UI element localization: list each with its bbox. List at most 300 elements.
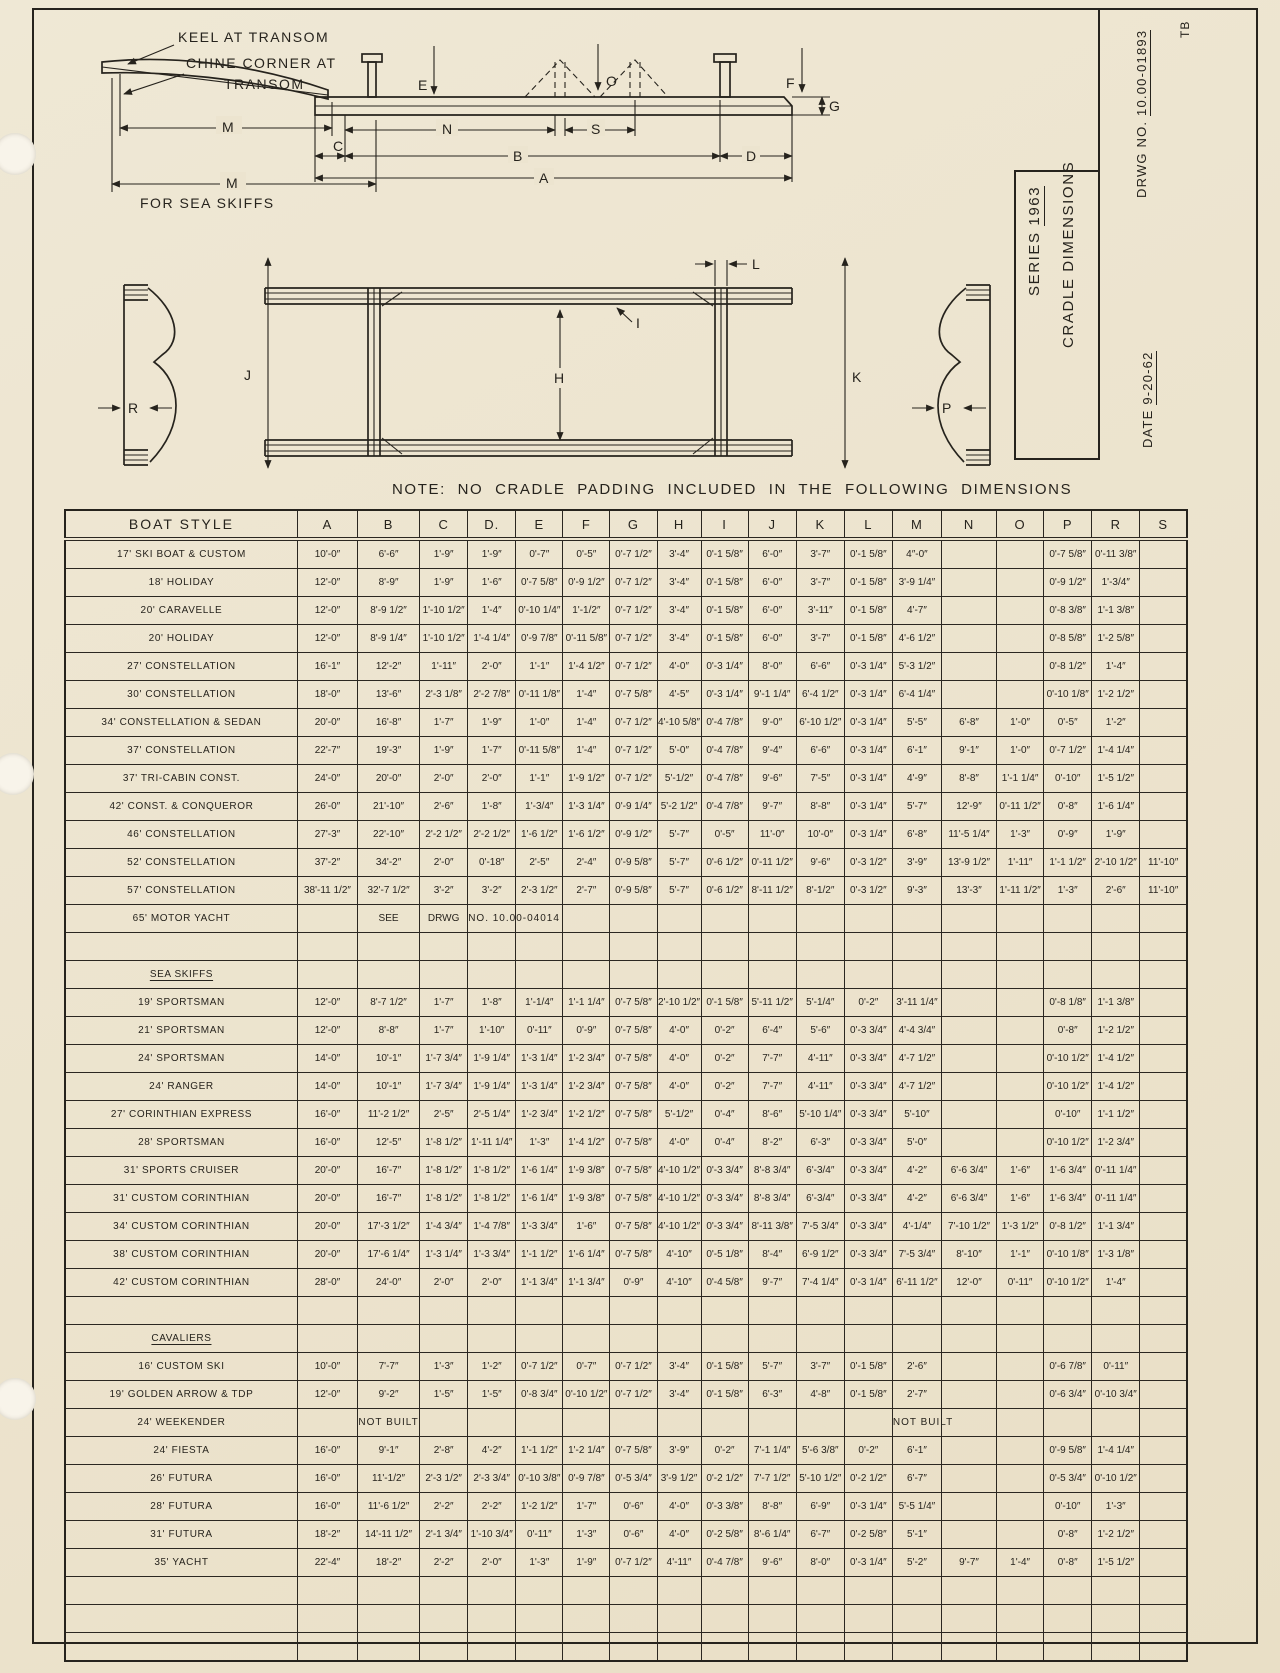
dim-cell <box>1140 1129 1187 1157</box>
dim-cell <box>468 1409 516 1437</box>
dim-cell: 0'-7 1/2″ <box>610 1381 657 1409</box>
dim-cell: 32'-7 1/2″ <box>358 877 420 905</box>
dim-label-f: F <box>786 75 796 91</box>
table-row <box>65 849 1187 877</box>
dim-cell: 5'-7″ <box>657 821 701 849</box>
dim-cell: 2'-10 1/2″ <box>657 989 701 1017</box>
dim-cell <box>468 961 516 989</box>
dim-cell: 0'-5″ <box>563 539 610 569</box>
dim-cell <box>1140 1269 1187 1297</box>
dim-cell: 1'-7″ <box>420 709 468 737</box>
table-row <box>65 1521 1187 1549</box>
dim-cell: 4'-1/4″ <box>892 1213 941 1241</box>
dim-cell <box>468 1297 516 1325</box>
dim-cell: 37'-2″ <box>297 849 357 877</box>
dim-cell: 1'-10 3/4″ <box>468 1521 516 1549</box>
dim-cell <box>516 1409 563 1437</box>
dim-cell: 2'-6″ <box>892 1353 941 1381</box>
dim-cell <box>1140 1465 1187 1493</box>
dim-cell: 1'-6 3/4″ <box>1044 1185 1092 1213</box>
dim-cell: 2'-6″ <box>1092 877 1140 905</box>
dim-cell: 2'-5″ <box>516 849 563 877</box>
dim-cell <box>844 933 892 961</box>
dim-cell: 2'-1 3/4″ <box>420 1521 468 1549</box>
dim-cell <box>997 1073 1044 1101</box>
dim-cell: 1'-3″ <box>1092 1493 1140 1521</box>
dim-cell: 4'-10 1/2″ <box>657 1213 701 1241</box>
dim-cell: 0'-5″ <box>701 821 748 849</box>
dim-cell <box>468 1577 516 1605</box>
dim-cell: 0'-3 3/4″ <box>844 1185 892 1213</box>
series-text: SERIES <box>1026 231 1043 296</box>
dim-cell: 0'-6 1/2″ <box>701 849 748 877</box>
dim-cell: 1'-1 1/2″ <box>516 1241 563 1269</box>
dim-cell: 5'-5 1/4″ <box>892 1493 941 1521</box>
dim-cell <box>997 933 1044 961</box>
dim-cell: 2'-0″ <box>420 849 468 877</box>
drawing-title <box>1060 161 1077 348</box>
dim-cell: 0'-11″ <box>1092 1353 1140 1381</box>
dim-cell: 3'-9″ <box>892 849 941 877</box>
dim-cell: 6'-3″ <box>796 1129 844 1157</box>
column-header: P <box>1044 510 1092 539</box>
dim-cell: 0'-4 7/8″ <box>701 765 748 793</box>
dim-cell: 12'-0″ <box>941 1269 996 1297</box>
no-padding-note: NOTE: NO CRADLE PADDING INCLUDED IN THE FOLLOWING DIMENSIONS <box>392 481 1073 498</box>
column-header: B <box>358 510 420 539</box>
dim-cell: 4'-6 1/2″ <box>892 625 941 653</box>
dim-cell <box>1140 1549 1187 1577</box>
dim-cell <box>1140 1157 1187 1185</box>
dim-cell <box>563 905 610 933</box>
dim-cell: 20'-0″ <box>297 1185 357 1213</box>
dim-cell: 3'-11 1/4″ <box>892 989 941 1017</box>
dim-cell: 0'-6 1/2″ <box>701 877 748 905</box>
dim-cell <box>297 1577 357 1605</box>
dim-cell: 5'-6″ <box>796 1017 844 1045</box>
dim-cell <box>844 961 892 989</box>
dim-cell: 8'-1/2″ <box>796 877 844 905</box>
dim-cell: 0'-1 5/8″ <box>701 1381 748 1409</box>
dim-cell: 1'-5 1/2″ <box>1092 765 1140 793</box>
dim-cell: 0'-7 5/8″ <box>610 1213 657 1241</box>
dim-cell: 1'-8 1/2″ <box>468 1157 516 1185</box>
dim-cell: 1'-6″ <box>997 1157 1044 1185</box>
dim-cell: 4'-10″ <box>657 1269 701 1297</box>
dim-cell: 5'-10 1/2″ <box>796 1465 844 1493</box>
dim-cell: 0'-7 5/8″ <box>610 1073 657 1101</box>
dim-cell: 4'-4 3/4″ <box>892 1017 941 1045</box>
boat-style-cell: 28' FUTURA <box>65 1493 297 1521</box>
right-end-view <box>912 285 990 465</box>
dim-cell: 5'-6 3/8″ <box>796 1437 844 1465</box>
dim-cell: 3'-7″ <box>796 569 844 597</box>
dim-cell <box>844 905 892 933</box>
dim-cell: 1'-2 1/2″ <box>1092 1521 1140 1549</box>
boat-style-cell: 52' CONSTELLATION <box>65 849 297 877</box>
dim-cell: 1'-6 1/2″ <box>516 821 563 849</box>
dim-cell: 8'-8 3/4″ <box>748 1185 796 1213</box>
dim-cell <box>516 1577 563 1605</box>
dim-cell <box>420 961 468 989</box>
dim-cell: 5'-1/2″ <box>657 765 701 793</box>
dim-cell: 0'-2″ <box>701 1437 748 1465</box>
table-row <box>65 1437 1187 1465</box>
dim-cell <box>358 1577 420 1605</box>
dim-cell <box>796 905 844 933</box>
dim-cell: 1'-10″ <box>468 1017 516 1045</box>
dim-cell: 5'-2″ <box>892 1549 941 1577</box>
boat-style-cell: SEA SKIFFS <box>65 961 297 989</box>
dim-cell <box>563 1577 610 1605</box>
dim-cell: 2'-7″ <box>563 877 610 905</box>
dim-cell <box>1140 1493 1187 1521</box>
dim-cell: 5'-1″ <box>892 1521 941 1549</box>
dim-cell: 1'-3″ <box>420 1353 468 1381</box>
dim-cell: 0'-9″ <box>563 1017 610 1045</box>
dim-cell <box>610 1633 657 1662</box>
dim-cell: 3'-9 1/2″ <box>657 1465 701 1493</box>
dim-cell: 1'-10 1/2″ <box>420 625 468 653</box>
dim-cell: NOT BUILT <box>358 1409 420 1437</box>
dim-cell: 0'-7 1/2″ <box>610 709 657 737</box>
dim-cell: 1'-5″ <box>468 1381 516 1409</box>
table-row <box>65 989 1187 1017</box>
dim-cell <box>941 625 996 653</box>
dim-cell: 6'-11 1/2″ <box>892 1269 941 1297</box>
dim-cell <box>796 933 844 961</box>
dim-cell: 14'-0″ <box>297 1073 357 1101</box>
dim-cell: 2'-6″ <box>420 793 468 821</box>
dim-cell <box>701 1325 748 1353</box>
dim-cell: 2'-2 7/8″ <box>468 681 516 709</box>
dim-cell: 1'-7″ <box>420 1017 468 1045</box>
table-row <box>65 905 1187 933</box>
dim-cell: 16'-0″ <box>297 1465 357 1493</box>
dim-cell: 0'-11 1/4″ <box>1092 1185 1140 1213</box>
dim-cell: 0'-4 7/8″ <box>701 793 748 821</box>
dim-cell: 9'-7″ <box>748 793 796 821</box>
boat-style-cell <box>65 933 297 961</box>
dim-cell: 0'-3 3/4″ <box>844 1045 892 1073</box>
dim-cell: 2'-0″ <box>420 765 468 793</box>
dim-cell: NOT BUILT <box>892 1409 941 1437</box>
table-row <box>65 1241 1187 1269</box>
dim-cell <box>297 1297 357 1325</box>
dim-cell: 0'-11″ <box>516 1521 563 1549</box>
dim-cell <box>610 933 657 961</box>
dim-cell <box>748 1577 796 1605</box>
dim-cell <box>1140 1521 1187 1549</box>
dim-cell: 0'-11 1/2″ <box>748 849 796 877</box>
dim-cell: 0'-11 1/8″ <box>516 681 563 709</box>
dim-cell: 0'-4 7/8″ <box>701 737 748 765</box>
dim-cell: 0'-9 5/8″ <box>1044 1437 1092 1465</box>
dim-cell: 11'-10″ <box>1140 877 1187 905</box>
dim-cell <box>997 681 1044 709</box>
dim-cell: 0'-11 1/4″ <box>1092 1157 1140 1185</box>
dim-cell <box>1140 933 1187 961</box>
dim-cell <box>796 1297 844 1325</box>
dim-cell: 1'-9 1/4″ <box>468 1073 516 1101</box>
dim-cell <box>701 1409 748 1437</box>
dim-cell: 0'-10 1/2″ <box>1092 1465 1140 1493</box>
for-sea-skiffs-label: FOR SEA SKIFFS <box>140 195 275 211</box>
dim-cell: 1'-4″ <box>1092 1269 1140 1297</box>
dim-label-d: D <box>746 148 758 164</box>
boat-style-cell: 31' SPORTS CRUISER <box>65 1157 297 1185</box>
dim-cell: 0'-7 5/8″ <box>610 681 657 709</box>
dim-cell: 16'-8″ <box>358 709 420 737</box>
dim-cell: 3'-9 1/4″ <box>892 569 941 597</box>
dim-cell: 6'-7″ <box>796 1521 844 1549</box>
dim-cell <box>420 1633 468 1662</box>
dim-cell <box>1140 625 1187 653</box>
dim-cell: 0'-7 5/8″ <box>610 1129 657 1157</box>
column-header: K <box>796 510 844 539</box>
dim-cell: 1'-4″ <box>563 737 610 765</box>
boat-style-cell: 21' SPORTSMAN <box>65 1017 297 1045</box>
dim-cell: 0'-9 7/8″ <box>563 1465 610 1493</box>
dim-cell <box>1140 1381 1187 1409</box>
dim-cell: 5'-7″ <box>748 1353 796 1381</box>
dim-cell <box>1140 1073 1187 1101</box>
dim-cell: 4'-2″ <box>892 1157 941 1185</box>
dim-cell: 4'-0″ <box>657 1017 701 1045</box>
dim-cell: 6'-8″ <box>941 709 996 737</box>
dim-cell: 9'-7″ <box>748 1269 796 1297</box>
dim-cell <box>844 1325 892 1353</box>
dim-cell: 22'-7″ <box>297 737 357 765</box>
dim-cell: 1'-6 1/4″ <box>516 1157 563 1185</box>
dim-cell <box>1140 905 1187 933</box>
column-header: H <box>657 510 701 539</box>
dim-cell: 12'-5″ <box>358 1129 420 1157</box>
dim-cell: 3'-7″ <box>796 625 844 653</box>
dim-cell <box>1044 1577 1092 1605</box>
dim-cell: 5'-0″ <box>657 737 701 765</box>
dim-cell <box>941 1325 996 1353</box>
dim-cell: 5'-3 1/2″ <box>892 653 941 681</box>
dim-cell: 1'-1/2″ <box>563 597 610 625</box>
dim-cell: 0'-7 1/2″ <box>610 737 657 765</box>
dim-cell: 5'-7″ <box>892 793 941 821</box>
dim-cell <box>1140 1577 1187 1605</box>
dim-cell: 1'-11 1/2″ <box>997 877 1044 905</box>
dim-cell: 0'-3 3/8″ <box>701 1493 748 1521</box>
dim-cell <box>941 1381 996 1409</box>
dim-cell: 9'-1″ <box>358 1437 420 1465</box>
dim-cell: 7'-5 3/4″ <box>892 1241 941 1269</box>
dim-cell: 0'-9 1/4″ <box>610 793 657 821</box>
dim-cell: 0'-8 1/8″ <box>1044 989 1092 1017</box>
date-label: DATE <box>1140 409 1155 448</box>
dim-cell <box>1044 933 1092 961</box>
dim-cell <box>1092 1577 1140 1605</box>
dim-cell <box>941 1465 996 1493</box>
dim-cell <box>610 961 657 989</box>
boat-style-cell: 24' SPORTSMAN <box>65 1045 297 1073</box>
dim-cell: 0'-3 1/2″ <box>844 849 892 877</box>
dim-cell <box>796 1633 844 1662</box>
dim-cell <box>701 905 748 933</box>
dim-cell: 0'-6″ <box>610 1521 657 1549</box>
dim-cell <box>748 961 796 989</box>
dim-cell: 6'-1″ <box>892 737 941 765</box>
dim-cell <box>610 1577 657 1605</box>
dim-cell: 4″-0″ <box>892 539 941 569</box>
dim-cell: 8'-2″ <box>748 1129 796 1157</box>
dim-cell: 2'-2″ <box>420 1493 468 1521</box>
dim-cell: 5'-10″ <box>892 1101 941 1129</box>
blank-row <box>65 1605 1187 1633</box>
dim-cell <box>701 961 748 989</box>
boat-style-cell <box>65 1577 297 1605</box>
dim-cell: 0'-5 3/4″ <box>1044 1465 1092 1493</box>
dim-cell: 0'-3 1/4″ <box>844 709 892 737</box>
dim-cell: 34'-2″ <box>358 849 420 877</box>
dim-cell: 2'-0″ <box>420 1269 468 1297</box>
table-row <box>65 625 1187 653</box>
date-field <box>1140 351 1155 448</box>
table-row <box>65 1045 1187 1073</box>
dim-cell: 12'-0″ <box>297 1381 357 1409</box>
dim-cell <box>1092 961 1140 989</box>
boat-style-cell: 17' SKI BOAT & CUSTOM <box>65 539 297 569</box>
dim-cell <box>358 961 420 989</box>
dim-cell: 0'-10 3/4″ <box>1092 1381 1140 1409</box>
dim-cell: 4'-0″ <box>657 1521 701 1549</box>
keel-callout-label: KEEL AT TRANSOM <box>178 29 330 45</box>
dim-cell: 0'-4 7/8″ <box>701 1549 748 1577</box>
dim-cell: 6'-3″ <box>748 1381 796 1409</box>
dim-cell: 8'-8″ <box>941 765 996 793</box>
dim-cell <box>1140 569 1187 597</box>
dim-cell: 0'-1 5/8″ <box>844 569 892 597</box>
dim-cell: 1'-1 1/2″ <box>1092 1101 1140 1129</box>
dim-cell: 0'-10 1/4″ <box>516 597 563 625</box>
dim-cell: 1'-10 1/2″ <box>420 597 468 625</box>
dim-cell: 3'-4″ <box>657 597 701 625</box>
dim-cell: 0'-3 3/4″ <box>844 1241 892 1269</box>
dim-cell: 0'-7 5/8″ <box>516 569 563 597</box>
dim-cell: 8'-9 1/2″ <box>358 597 420 625</box>
dim-cell <box>892 1605 941 1633</box>
dim-cell: 7'-1 1/4″ <box>748 1437 796 1465</box>
dim-cell: NO. 10.00-04014 <box>468 905 516 933</box>
dim-cell: 12'-0″ <box>297 597 357 625</box>
dim-cell: 7'-5″ <box>796 765 844 793</box>
dim-cell: 18'-0″ <box>297 681 357 709</box>
dim-cell: 7'-7 1/2″ <box>748 1465 796 1493</box>
dim-cell: 0'-9″ <box>1044 821 1092 849</box>
dim-cell: 0'-2 5/8″ <box>844 1521 892 1549</box>
boat-style-cell <box>65 1605 297 1633</box>
dim-cell: 3'-4″ <box>657 625 701 653</box>
dim-cell <box>941 1129 996 1157</box>
dim-cell <box>997 1577 1044 1605</box>
dim-cell: 5'-0″ <box>892 1129 941 1157</box>
section-row <box>65 1325 1187 1353</box>
dim-cell: 0'-7″ <box>516 539 563 569</box>
dim-cell <box>997 989 1044 1017</box>
dim-cell: 2'-5 1/4″ <box>468 1101 516 1129</box>
dim-cell <box>997 961 1044 989</box>
drwg-no-value: 10.00-01893 <box>1134 29 1149 116</box>
dim-label-a: A <box>539 170 550 186</box>
dim-cell <box>1140 1213 1187 1241</box>
dim-cell: 16'-7″ <box>358 1157 420 1185</box>
dim-cell: 1'-1 3/4″ <box>516 1269 563 1297</box>
dim-cell <box>1140 1437 1187 1465</box>
dim-cell <box>1140 793 1187 821</box>
dim-label-m2: M <box>226 175 239 191</box>
dim-cell <box>941 569 996 597</box>
dim-cell <box>1140 1605 1187 1633</box>
boat-style-cell: 65' MOTOR YACHT <box>65 905 297 933</box>
dim-cell <box>358 1325 420 1353</box>
dim-cell <box>997 1381 1044 1409</box>
dim-cell <box>941 681 996 709</box>
column-header: R <box>1092 510 1140 539</box>
dim-cell: 0'-7 5/8″ <box>610 1045 657 1073</box>
dim-cell: 8'-6 1/4″ <box>748 1521 796 1549</box>
dim-cell: 1'-4 1/4″ <box>1092 737 1140 765</box>
dim-cell: 4'-0″ <box>657 1045 701 1073</box>
dim-cell: 12'-9″ <box>941 793 996 821</box>
dim-cell <box>1140 653 1187 681</box>
dim-cell <box>941 1521 996 1549</box>
dim-cell: 0'-8 3/8″ <box>1044 597 1092 625</box>
dim-cell: 0'-10 1/8″ <box>1044 1241 1092 1269</box>
dim-cell: 8'-7 1/2″ <box>358 989 420 1017</box>
boat-style-cell: 42' CONST. & CONQUEROR <box>65 793 297 821</box>
dim-cell: 21'-10″ <box>358 793 420 821</box>
dim-cell: 1'-8 1/2″ <box>420 1129 468 1157</box>
dim-cell: 1'-1 1/4″ <box>997 765 1044 793</box>
dim-cell: 1'-6 1/4″ <box>1092 793 1140 821</box>
dim-label-s: S <box>591 121 602 137</box>
dim-cell: 4'-11″ <box>657 1549 701 1577</box>
dim-cell <box>892 905 941 933</box>
dim-cell: 0'-1 5/8″ <box>701 989 748 1017</box>
dim-cell: 0'-6 7/8″ <box>1044 1353 1092 1381</box>
dim-cell <box>297 1325 357 1353</box>
dim-cell <box>297 1409 357 1437</box>
table-row <box>65 709 1187 737</box>
dim-cell <box>748 905 796 933</box>
dim-cell: 17'-3 1/2″ <box>358 1213 420 1241</box>
dim-cell: 11'-0″ <box>748 821 796 849</box>
table-row <box>65 1493 1187 1521</box>
dim-cell: 1'-1″ <box>516 765 563 793</box>
dim-cell <box>997 1045 1044 1073</box>
dim-cell: 6'-9″ <box>796 1493 844 1521</box>
dim-cell <box>748 1605 796 1633</box>
dim-cell: 0'-7 1/2″ <box>610 765 657 793</box>
dim-cell: 0'-7 5/8″ <box>610 1241 657 1269</box>
dim-cell <box>1140 821 1187 849</box>
dim-cell: 3'-9″ <box>657 1437 701 1465</box>
dim-cell <box>297 961 357 989</box>
dim-cell: 6'-6 3/4″ <box>941 1157 996 1185</box>
dim-cell: 3'-4″ <box>657 1381 701 1409</box>
dim-cell: 0'-10″ <box>1044 1493 1092 1521</box>
dim-cell: 4'-11″ <box>796 1045 844 1073</box>
dim-cell: 1'-11″ <box>997 849 1044 877</box>
dim-cell: 1'-11″ <box>420 653 468 681</box>
dim-cell: 0'-11 3/8″ <box>1092 539 1140 569</box>
